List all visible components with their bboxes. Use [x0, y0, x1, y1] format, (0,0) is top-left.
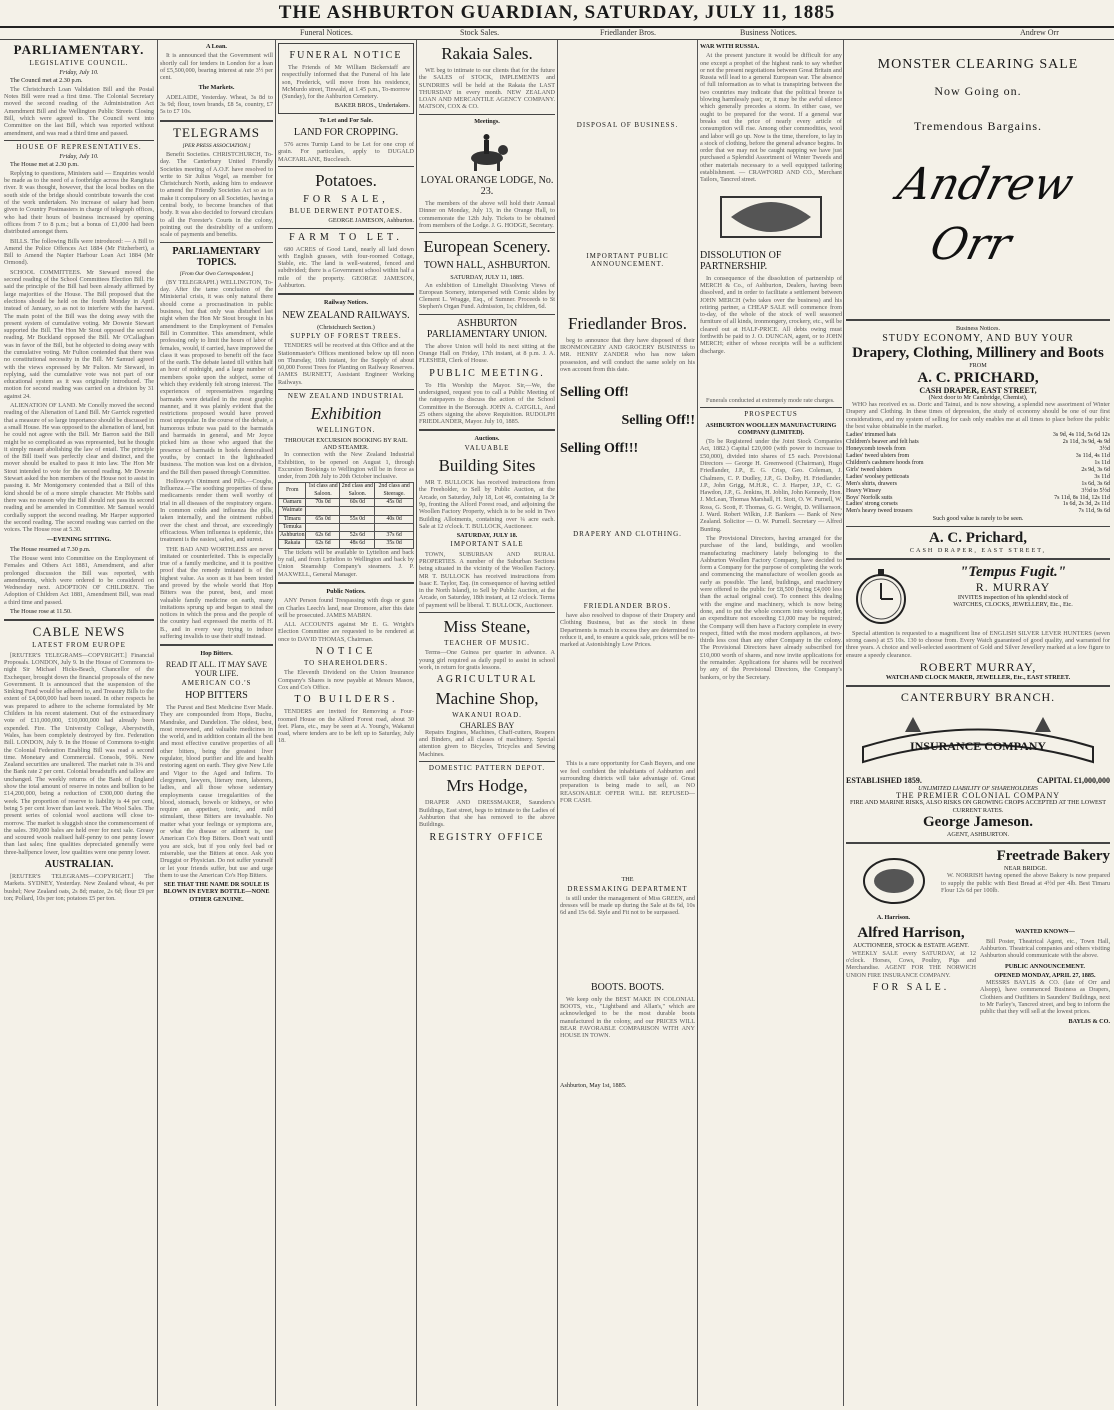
watches-line: WATCHES, CLOCKS, JEWELLERY, Etc., Etc. — [953, 601, 1073, 609]
public-meeting-body: To His Worship the Mayor. Sir,—We, the undersigned, request you to call a Public Meeting of the ratepayers to discuss the action of the School Committee in the Borough. JOHN A. CATGILL, And 25 others signing the above Requisition. RUDOLPH FRIEDLANDER, Mayor. July 10, 1885. — [419, 381, 555, 426]
topics-heading: PARLIAMENTARY TOPICS. — [172, 245, 261, 268]
hodge-heading: Mrs Hodge, — [446, 776, 528, 796]
capital: CAPITAL £1,000,000 — [1037, 776, 1110, 786]
fares-cell: 35s 0d — [375, 540, 414, 548]
column-business — [700, 40, 842, 1406]
price-item — [846, 501, 1110, 508]
topics-body-2: Holloway's Ointment and Pills.—Coughs, Influenza.—The soothing properties of these medicaments render them well worthy of trial in all diseases of the respiratory organs. In common colds and influenza the pills, taken internally, and the ointment rubbed over the chest and throat, are exceedingly efficacious. When influenza is epidemic, this treatment is the easiest, safest, and surest. — [160, 477, 273, 544]
column-heads — [0, 27, 1114, 40]
price-item-value: 3½d to 5½d — [1081, 487, 1110, 494]
masthead — [0, 0, 1114, 28]
drapery-heading: DRAPERY AND CLOTHING. — [573, 530, 682, 539]
house-body: Replying to questions, Ministers said — Enquiries would be made as to the need of a footbridge across the Rangitata river. It was thought, however, that the local bodies on the south side of the bridge should contribute towards the cost of the work undertaken. No increase of salary had been given to Country Postmasters in charge of telegraph offices, who had their hours of business increased by opening offices from 7 to 8 p.m.; but a bonus of £1,000 had been distributed amongst them. — [4, 169, 154, 236]
public-notice-2: ALL ACCOUNTS against Mr E. G. Wright's Election Committee are requested to be rendered at once to DAVID THOMAS, Chairman. — [278, 621, 414, 643]
friedlander-bros: FRIEDLANDER BROS. — [583, 601, 672, 610]
scenery-body: An exhibition of Limelight Dissolving Views of European Scenery, interspersed with Comic slides by Clement L. Wragge, Esq., of Sumner. Proceeds to St Stephen's Organ Fund. Admission, 1s; children, 6d. — [419, 281, 555, 311]
woollen-heading: ASHBURTON WOOLLEN MANUFACTURING COMPANY (LIMITED). — [705, 421, 837, 436]
valuable-heading: VALUABLE — [464, 443, 510, 452]
price-item — [846, 481, 1110, 488]
funerals-note: Funerals conducted at extremely mode rate charges. — [706, 396, 835, 404]
public-notice-body: ANY Person found Trespassing with dogs or guns on Charles Leech's land, near Dromore, after this date will be prosecuted. JAMES MABRN. — [278, 597, 414, 619]
builders-body: TENDERS are invited for Removing a Four-roomed House on the Alford Forest road, about 30 feet. Plans, etc., may be seen at A. Young's, Wakanui road, where tenders are to be left up to Saturday, July 18. — [278, 708, 414, 745]
dressmaking-heading: DRESSMAKING DEPARTMENT — [567, 884, 688, 893]
council-body: The Christchurch Loan Validation Bill and the Postal Notes Bill were read a first time. The Colonial Secretary moved the second reading of the Administration Act Amendment Bill and the Wellington Public Streets Closing Bill, which were agreed to. The Council went into Committee on the last Bill, which was reported without amendment, and was read a third time and passed. — [4, 85, 154, 137]
cash-draper-2: CASH DRAPER, EAST STREET, — [909, 546, 1047, 554]
fares-table — [278, 482, 414, 548]
wanted-body: Bill Poster, Theatrical Agent, etc., Town Hall, Ashburton. Theatrical companies and others visiting Ashburton should communicate with the above. — [980, 937, 1110, 960]
loan-heading: A Loan. — [206, 43, 227, 50]
fares-row — [279, 507, 414, 515]
price-item-value: 3s 11d — [1094, 473, 1110, 480]
nz-railways-heading: NEW ZEALAND RAILWAYS. — [282, 309, 410, 321]
fares-cell: 70s 0d — [306, 498, 340, 506]
clearing-heading: MONSTER CLEARING SALE — [877, 57, 1079, 72]
fares-row — [279, 540, 414, 548]
forest-heading: SUPPLY OF FOREST TREES. — [290, 331, 402, 340]
house-committee: SCHOOL COMMITTEES. Mr Steward moved the second reading of the School Committees Election Bill. He said the principle of the Bill had been already affirmed by large majorities of the House. The Bill proposed that the elections should be held on the fourth Monday in April instead of January, so as not to interfere with the harvest. The main point of the Bill was the doing away with the present system of cumulative voting. Mr Downie Stewart supported the Bill. The Hon Mr Stout opposed the second reading. Mr Buckland opposed the Bill. Mr O'Callaghan was in favor of the Bill, but he objected to doing away with the cumulative voting. Mr Fulton contended that there was no constitutional necessity in the Bill. Mr Samuel agreed with the views expressed by Mr Fulton. Mr Steward, in replying, said the cumulative vote was not part of our educational system as it was originally introduced. The motion for second reading was carried on a division by 31 against 24. — [4, 268, 154, 400]
cropping-body: 576 acres Turnip Land to be Let for one crop of grain. For particulars, apply to DUGALD MACFARLANE, Buccleuch. — [278, 141, 414, 163]
robert-murray: ROBERT MURRAY, — [919, 660, 1037, 675]
important-announcement: IMPORTANT PUBLIC ANNOUNCEMENT. — [586, 252, 669, 268]
fares-row — [279, 523, 414, 531]
prichard-heading-2: A. C. Prichard, — [929, 529, 1027, 546]
domestic-heading: DOMESTIC PATTERN DEPOT. — [428, 764, 546, 773]
price-item — [846, 460, 1110, 467]
opened-line: OPENED MONDAY, APRIL 27, 1885. — [994, 971, 1096, 979]
evening-heading: —EVENING SITTING. — [47, 536, 111, 544]
murray-body: Special attention is requested to a magnificent line of ENGLISH SILVER LEVER HUNTERS (seven strong cases) at £5 10s. 130 to choose from. Every Watch guaranteed of good quality, and warranted for three years. A choice and well-selected assortment of Gold and Silver Jewellery marked at a low figure to ensure a speedy clearance. — [846, 629, 1110, 659]
fares-cell — [340, 523, 375, 531]
teacher-heading: TEACHER OF MUSIC. — [444, 639, 530, 648]
price-item-value: 1s 11d — [1094, 460, 1110, 466]
liability: UNLIMITED LIABILITY OF SHAREHOLDERS — [918, 784, 1038, 792]
excursion-body: In connection with the New Zealand Industrial Exhibition, to be opened on August 1, through Excursion Bookings to Wellington will be in force as under, from 20th July to 20th October inclusive. — [278, 451, 414, 481]
horse-rider-icon — [457, 128, 517, 172]
house-bills: BILLS. The following Bills were introduced: — A Bill to Amend the Police Offences Act 1884 (Mr Fitzherbert), a Bill to Amend the Napier Harbour Loan Act 1884 (Mr Ormond). — [4, 237, 154, 267]
farm-heading: FARM TO LET. — [289, 231, 403, 243]
column-notices — [278, 40, 414, 1406]
price-item-value: 3s 9d, 4s 11d, 5s 6d 12s — [1052, 432, 1110, 439]
council-heading: LEGISLATIVE COUNCIL. — [29, 59, 129, 67]
bakery-illustration — [846, 851, 941, 911]
fares-cell: 52s 6d — [340, 532, 375, 540]
railway-notices-heading: Railway Notices. — [324, 299, 368, 307]
canterbury-heading: CANTERBURY BRANCH. — [900, 690, 1056, 705]
fares-row — [279, 498, 414, 506]
bakery-heading: Freetrade Bakery — [996, 848, 1110, 865]
steane-heading: Miss Steane, — [443, 617, 531, 637]
loan-body: It is announced that the Government will shortly call for tenders in London for a loan of £5,500,000, bearing interest at rate 3½ per cent. — [160, 52, 273, 82]
house-date: Friday, July 10. — [59, 153, 99, 161]
auctions-heading: Auctions. — [474, 435, 500, 443]
meetings-heading: Meetings. — [474, 117, 500, 125]
ornament-illustration — [700, 187, 842, 247]
house-heading: HOUSE OF REPRESENTATIVES. — [16, 142, 142, 151]
from-label: FROM — [969, 362, 987, 370]
funeral-by: BAKER BROS., Undertakers. — [334, 102, 410, 110]
dressmaking-body: is still under the management of Miss GREEN, and dresses will be made up during the Sale at 8s 6d, 10s 6d and 15s 6d. Style and Fit not to be surpassed. — [560, 894, 695, 917]
potatoes-george: GEORGE JAMESON, Ashburton. — [328, 217, 414, 225]
excursion-heading: THROUGH EXCURSION BOOKING BY RAIL AND STEAMER. — [284, 436, 408, 451]
harrison-small: A. Harrison. — [876, 914, 911, 922]
clock-illustration — [846, 567, 916, 627]
baylis-sign: BAYLIS & CO. — [1068, 1017, 1110, 1025]
lodge-heading: LOYAL ORANGE LODGE, No. 23. — [420, 175, 554, 198]
australian-heading: AUSTRALIAN. — [44, 858, 114, 870]
price-item-value: 7s 11d, 9s 6d — [1078, 508, 1110, 515]
bakery-sub: NEAR BRIDGE. — [1004, 865, 1047, 873]
fares-body — [279, 498, 414, 548]
fares-cell: 37s 6d — [375, 532, 414, 540]
selling-off-1: Selling Off! — [560, 385, 629, 401]
column-friedlander — [560, 40, 695, 1406]
let-heading: To Let and For Sale. — [319, 116, 373, 124]
friedlander-heading: Friedlander Bros. — [568, 313, 687, 333]
col-head-orr: Andrew Orr — [1020, 28, 1059, 37]
price-item-label: Ladies' woolsey petticoats — [846, 473, 910, 480]
price-item-label: Children's beaver and felt hats — [846, 439, 919, 446]
town-hall: TOWN HALL, ASHBURTON. — [423, 260, 551, 272]
fares-cell — [306, 507, 340, 515]
selling-off-3: Selling Off!!! — [560, 441, 639, 457]
hop-brand: HOP BITTERS — [185, 689, 248, 701]
jameson-agent: AGENT, ASHBURTON. — [946, 830, 1010, 838]
announcement-heading: PUBLIC ANNOUNCEMENT. — [1005, 962, 1085, 970]
notice-heading: NOTICE — [315, 646, 377, 658]
council-text: The Council met at 2.30 p.m. — [10, 76, 83, 84]
column-sales — [419, 40, 555, 1406]
price-item — [846, 467, 1110, 474]
fares-cell: Waimate — [279, 507, 306, 515]
inspection-note: Such good value is rarely to be seen. — [932, 515, 1024, 523]
steane-body: Terms—One Guinea per quarter in advance. A young girl required as daily pupil to assist in school work, in return for gratis lessons. — [419, 649, 555, 671]
price-item-label: Ladies' strong corsets — [846, 501, 898, 508]
price-item — [846, 508, 1110, 515]
column-andrew-orr — [846, 40, 1110, 1406]
price-item-label: Men's shirts, drawers — [846, 480, 897, 487]
fares-cell: Ashburton — [280, 532, 305, 539]
col-head-business: Business Notices. — [740, 28, 797, 37]
council-date: Friday, July 10. — [59, 69, 99, 77]
dissolution-heading: DISSOLUTION OF PARTNERSHIP. — [700, 249, 782, 272]
union-body: The above Union will hold its next sitting at the Orange Hall on Friday, 17th instant, at 8 p.m. J. A. FLESHER, Clerk of House. — [419, 342, 555, 365]
fares-head-first: 1st class and Saloon. — [306, 483, 340, 499]
blue-potatoes: BLUE DERWENT POTATOES. — [289, 206, 403, 215]
bakery-body: W. NORRISH having opened the above Bakery is now prepared to supply the public with Best Bread at 4½d per 4lb. Best Timaru Flour 12s 6d per 100lb. — [941, 872, 1110, 894]
premier-heading: THE PREMIER COLONIAL COMPANY — [895, 790, 1061, 800]
price-item — [846, 488, 1110, 495]
fares-head-from: From — [279, 483, 306, 499]
topics-sub: [From Our Own Correspondent.] — [179, 270, 254, 277]
cable-body: [REUTER'S TELEGRAMS—COPYRIGHT.] Financial Proposals. LONDON, July 9. In the House of Commons to-night Sir Michael Hicks-Beach, Chancellor of the Exchequer, brought down the financial proposals of the new Government. It is announced that the suspension of the Sinking Fund would be adhered to, and Treasury Bills to the extent of £4,000,000 had been issued. In other respects he was prepared to adhere to the scheme formulated by Mr Childers in his recent statement. Out of the extraordinary vote of £11,000,000, £10,000,000 had already been expended. Fire. The University College, Aberystwith, Wales, has been completely destroyed by fire. Federation Bill. LONDON, July 9. In the House of Commons to-night the Colonial Federation Enabling Bill was read a second time. Monetary and Commercial. Consols, 99¾. New Zealand securities are unaltered. The market rate is 3¼ and the Bank rate 2 per cent. Colonial breadstuffs and tallow are unchanged. The weekly returns of the Bank of England show the total amount of reserve in notes and bullion to be £14,200,000, being a reduction of £300,000 during the week. The proportion of reserve to liability is 44 per cent, being 5 per cent lower than last week. The Wool Sales. The present series of colonial wool auctions will close to-morrow. The market is sluggish since the commencement of the sales. 390,000 bales are held over for next sale. Greasy and scoured wools realised half-penny to one penny lower than last sales; fine qualities depreciated generally were three-halfpence lower, low qualities were one penny lower. — [4, 651, 154, 856]
fares-head-second: 2nd class and Saloon. — [341, 483, 373, 497]
fares-cell: 65s 0d — [306, 515, 340, 523]
fares-header-row — [279, 483, 414, 499]
boots-heading: BOOTS. BOOTS. — [590, 981, 665, 993]
telegrams-heading: TELEGRAMS — [173, 124, 260, 140]
cable-news-sub: LATEST FROM EUROPE — [32, 641, 126, 650]
fares-cell — [306, 523, 340, 531]
col-head-friedlander: Friedlander Bros. — [600, 28, 656, 37]
topics-body-3: THE BAD AND WORTHLESS are never imitated or counterfeited. This is especially true of a family medicine, and it is positive proof that the remedy imitated is of the highest value. As soon as it has been tested and proved by the whole world that Hop Bitters was the purest, best, and most valuable family medicine on earth, many imitations sprung up and began to steal the notices in which the press and the people of the country had expressed the merits of H. B., and in every way trying to induce suffering invalids to use their stuff instead. — [160, 545, 273, 641]
war-heading: WAR WITH RUSSIA. — [700, 43, 760, 50]
study-heading: STUDY ECONOMY, AND BUY YOUR — [882, 333, 1074, 345]
price-item-label: Boys' Norfolk suits — [846, 494, 893, 501]
fares-cell: Oamaru — [279, 498, 306, 506]
the-label: THE — [621, 876, 634, 884]
price-item-label: Children's cashmere hoods from — [846, 460, 924, 466]
price-item-label: Heavy Winsey — [846, 487, 882, 494]
tempus-heading: "Tempus Fugit." — [959, 563, 1067, 580]
fares-cell: 62s 6d — [306, 540, 340, 548]
fares-cell: 40s 0d — [375, 515, 414, 523]
railways-sub: (Christchurch Section.) — [317, 323, 375, 331]
col-head-funeral: Funeral Notices. — [300, 28, 353, 37]
potatoes-heading: Potatoes. — [315, 170, 377, 190]
markets-heading: The Markets. — [198, 84, 235, 92]
price-item-label: Honeycomb towels from — [846, 446, 906, 453]
machine-heading: Machine Shop, — [435, 689, 539, 709]
exhibition-pre: NEW ZEALAND INDUSTRIAL — [287, 392, 405, 401]
cropping-heading: LAND FOR CROPPING. — [293, 127, 399, 139]
col-head-stock: Stock Sales. — [460, 28, 500, 37]
friedlander-body: beg to announce that they have disposed of their IRONMONGERY AND GROCERY BUSINESS to MR. HENRY ZANDER who has now taken possession, and will conduct the same solely on his own account from this date. — [560, 336, 695, 374]
important-body: TOWN, SUBURBAN AND RURAL PROPERTIES. A number of the Suburban Sections being situated in the vicinity of the Woollen Factory. MR T. BULLOCK has received instructions from Isaac E. Taylor, Esq. (in consequence of having settled in the North Island), to Sell by Public Auction, at the Arcade, on Saturday, 18th instant, at 12 o'clock. Terms of payment will be liberal. T. BULLOCK, Auctioneer. — [419, 550, 555, 609]
sale-date: SATURDAY, JULY 18. — [456, 532, 518, 540]
fares-row — [279, 532, 414, 540]
builders-heading: TO BUILDERS. — [294, 694, 398, 706]
fares-cell: 62s 6d — [306, 532, 340, 540]
andrew-orr-signature: Andrew Orr — [892, 159, 1079, 270]
disposal-heading: DISPOSAL OF BUSINESS. — [576, 121, 679, 129]
fares-cell: Timaru — [279, 515, 306, 523]
lodge-body: The members of the above will hold their Annual Dinner on Monday, July 13, in the Orange Hall, to commemorate the 12th July. Tickets to be obtained from members of the Lodge. J. G. HODGE, Secretary. — [419, 200, 555, 229]
watchmaker: WATCH AND CLOCK MAKER, JEWELLER, Etc., EAST STREET. — [885, 674, 1071, 682]
telegrams-sub: [PER PRESS ASSOCIATION.] — [182, 142, 251, 149]
fares-head-steerage: 2nd class and Steerage. — [375, 483, 414, 499]
australian-body: [REUTER'S TELEGRAMS—COPYRIGHT.] The Markets. SYDNEY, Yesterday. New Zealand wheat, 4s per bushel; New Zealand oats, 2s 8d; maize, 2s 6d; flour £9 per ton; Pollard, 10s per ton; potatoes £5 per ton. — [4, 872, 154, 902]
prichard-body: WHO has received ex ss. Doric and Tainui, and is now showing, a splendid new assortment of Winter Drapery and Clothing. In these times of depression, the study of economy should be one of our first considerations, and my system of selling for cash only enables me at all times to place before the public the best value obtainable in the market. — [846, 401, 1110, 431]
jameson-heading: George Jameson. — [923, 813, 1033, 830]
house-text: The House met at 2.30 p.m. — [10, 160, 79, 168]
war-body: At the present juncture it would be difficult for any one except a prophet of the highest rank to say whether or not the present negotiations between Great Britain and Russia will lead to a general European war. The absence of full information as to what is transpiring between the two countries may indicate that the political breeze is blowing harmlessly past; or, it may be the awful silence which generally precedes a storm. In either case, we ought to be prepared for the worst. If a general war breaks out the price of nearly every article of consumption will rise. Among other commodities, wool and labor will go up. Now is the time, therefore, to lay in a stock of clothing, before the general advance begins. In order that we may not be caught napping we have just purchased a Splendid Assortment of Winter Tweeds and other materials necessary to a well equipped tailoring establishment. — CRAWFORD AND CO., Merchant Tailors, Tancred street. — [700, 52, 842, 184]
exhibition-heading: Exhibition — [310, 404, 382, 424]
fares-row — [279, 515, 414, 523]
registry-heading: REGISTRY OFFICE — [429, 831, 545, 843]
bargains: Tremendous Bargains. — [914, 119, 1042, 133]
fire-risks: FIRE AND MARINE RISKS, ALSO RISKS ON GROWING CROPS ACCEPTED AT THE LOWEST CURRENT RATES. — [849, 799, 1107, 814]
selling-off-2: Selling Off!! — [621, 413, 695, 429]
price-item-value: 3½d — [1099, 446, 1110, 453]
hop-body: The Purest and Best Medicine Ever Made. They are compounded from Hops, Buchu, Mandrake, and Dandelion. The oldest, best, most renowned, and valuable medicines in the world, and in addition contain all the best and most effective curative properties of all other bitters, being the greatest liver regulator, blood purifier and life and health restoring agent on earth. They give New Life and Vigor to the Aged and Infirm. To clergymen, lawyers, literary men, laborers, ladies, and all those whose sedentary employments cause irregularities of the blood, stomach, bowels or kidneys, or who require an appetiser, tonic, and mild stimulant, these Bitters are invaluable. No matter what your feelings or symptoms are, or what the disease or ailment is, use American Co's Hop Bitters. Don't wait until you are sick, but if you only feel bad or miserable, use the Bitters at once. Ask you Druggist or Physician. Do not suffer yourself or let your friends suffer, but use and urge them to use the American Co's Hop Bitters. — [160, 703, 273, 879]
wanted-heading: WANTED KNOWN— — [1015, 928, 1075, 936]
friedlander-drapery: have also resolved to dispose of their Drapery and Clothing Business, but as the stock in these Departments is much in excess they are determined to reduce it, and, to ensure a quick sale, prices will be re-marked at Astonishingly Low Prices. — [560, 611, 695, 649]
hall-date: SATURDAY, JULY 11, 1885. — [450, 274, 524, 282]
ornament-icon — [711, 187, 831, 247]
insurance-heading: INSURANCE COMPANY — [909, 739, 1047, 754]
dissolution-body: In consequence of the dissolution of partnership of MERCH & Co., of Ashburton, Dealers, having been dissolved, and in order to facilitate a settlement between JOHN MERCH (who takes over the business) and his retiring partner, a CHEAP SALE will commence from to-day, of the whole of the stock of well seasoned furniture of all kinds, ironmongery, crockery, etc., will be cleared out at HALF-PRICE. All debts owing must forthwith be paid to J. O. DUNCAN, agent, or to JOHN MERCH; either of whose receipts will be a sufficient discharge. — [700, 274, 842, 355]
bread-icon — [854, 851, 934, 911]
forest-body: TENDERS will be received at this Office and at the Stationmaster's Offices mentioned below up till noon on Thursday, 16th instant, for the Supply of about 60,000 Forest Trees for Planting on Railway Reserves. JAMES BURNETT, Assistant Engineer Working Railways. — [278, 342, 414, 386]
clock-icon — [853, 567, 909, 627]
price-item-label: Ladies' trimmed hats — [846, 432, 897, 439]
parliamentary-heading: PARLIAMENTARY. — [13, 42, 145, 57]
agricultural-heading: AGRICULTURAL — [436, 674, 538, 686]
price-list — [846, 432, 1110, 515]
dated: Ashburton, May 1st, 1885. — [560, 1081, 627, 1089]
topics-body: (BY TELEGRAPH.) WELLINGTON, To-day. After the tame conclusion of the Ministerial crisis, it was only natural there should come a procrastination in public business, but that only was disturbed last night when the Hon Mr Stout brought in his amendment to the Employment of Females Bill in Committee. This amendment, while professing only to limit the hours of labor of females, would, if carried, have improved the class it was proposed to benefit off the face of the earth. The debate lasted till within half an hour of midnight, and a large number of members spoke upon the subject, some of which they evidently felt strong interest. The experiences of representatives regarding barmaids were detailed in the most graphic manner, and it was plainly evident that the restrictions proposed would have proved most unpopular. In the course of the debate, a humorous tribute was paid to the barmaids and barmaids in general, and Mr Joyce picked him as those who argued that the presence of barmaids in hotels demoralised youths, by contact in the lightheaded business. The motion was lost on a division, and the Bill then passed through Committee. — [160, 278, 273, 476]
business-notices-heading: Business Notices. — [956, 325, 1000, 332]
price-item — [846, 453, 1110, 460]
price-item-label: Men's heavy tweed trousers — [846, 508, 913, 515]
price-item-value: 3s 11d, 4s 11d — [1075, 453, 1110, 460]
murray-heading: R. MURRAY — [975, 579, 1051, 594]
cable-news-heading: CABLE NEWS — [32, 624, 126, 640]
farm-body: 680 ACRES of Good Land, nearly all laid down with English grasses, with four-roomed Cottage, Stable, etc. The land is well-watered, fenced and subdivided; there is a Government school within half a mile of the property. GEORGE JAMESON, Ashburton. — [278, 245, 414, 290]
union-heading: ASHBURTON PARLIAMENTARY UNION. — [426, 317, 548, 340]
price-item-value: 1s 6d, 3s 6d — [1081, 480, 1110, 487]
fares-cell: Rakaia — [279, 540, 306, 548]
rakaia-body: WE beg to intimate to our clients that for the future the SALES of STOCK, IMPLEMENTS and SUNDRIES will be held at the Rakaia the LAST THURSDAY in every month. NEW ZEALAND LOAN AND MERCANTILE AGENCY COMPANY. MATSON, COX & CO. — [419, 67, 555, 111]
auctioneer-line: AUCTIONEER, STOCK & ESTATE AGENT. — [853, 942, 969, 950]
hop-maker: AMERICAN CO.'S — [181, 678, 252, 687]
price-item-value: 7s 11d, 8s 11d, 12s 11d — [1054, 494, 1110, 501]
cash-draper: CASH DRAPER, EAST STREET, — [919, 385, 1037, 395]
hop-note: SEE THAT THE NAME DR SOULE IS BLOWN IN EVERY BOTTLE—NONE OTHER GENUINE. — [163, 881, 270, 903]
hop-heading: Hop Bitters. — [200, 650, 233, 658]
going-on: Now Going on. — [934, 84, 1022, 98]
baylis-body: MESSRS BAYLIS & CO. (late of Orr and Alsopp), have commenced Business as Drapers, Clothiers and Outfitters in Saunders' Buildings, next to Mr Farley's, Tancred street, and beg to inform the public that they will sell at the lowest prices. — [980, 979, 1110, 1016]
price-item-value: 2s 11d, 3s 9d, 4s 9d — [1062, 439, 1110, 446]
public-meeting-heading: PUBLIC MEETING. — [429, 367, 545, 379]
drapery-heading-orr: Drapery, Clothing, Millinery and Boots — [852, 345, 1104, 362]
fares-cell — [375, 523, 414, 531]
public-notices-heading: Public Notices. — [326, 587, 366, 595]
price-item-value: 2s 9d, 3s 6d — [1081, 466, 1110, 473]
hodge-body: DRAPER AND DRESSMAKER, Saunders's Buildings, East street, begs to intimate to the Ladies of Ashburton that she has removed to the above Buildings. — [419, 799, 555, 829]
column-telegrams — [160, 40, 273, 1406]
exhibition-wellington: WELLINGTON. — [316, 426, 376, 435]
fares-note: The tickets will be available to Lyttelton and back by rail, and from Lyttelton to Wellington and back by Union Steamship Company's steamers. J. P. MAXWELL, General Manager. — [278, 548, 414, 578]
fares-cell: 55s 0d — [340, 515, 375, 523]
price-item-label: Girls' tweed ulsters — [846, 466, 893, 473]
prospectus-heading: PROSPECTUS — [744, 410, 798, 419]
house-rose: The House rose at 11.50. — [10, 608, 72, 616]
next-door: (Next door to Mr Cambridge, Chemist), — [928, 393, 1028, 401]
funeral-body: The Friends of Mr William Bickerstaff are respectfully informed that the Funeral of his late son, Frederick, will move from his residence, McMurdo street, Tinwald, at 1.45 p.m., To-morrow (Sunday), for the Ashburton Cemetery. — [282, 64, 410, 101]
woollen-body-2: The Provisional Directors, having arranged for the purchase of the land, buildings, and woollen manufacturing machinery lately belonging to the Ashburton Woollen Factory Company, have decided to form a Company for the purpose of completing the work and commencing the manufacture of woollen goods as early as possible. The land, buildings, and machinery were offered to the public for £8,500 (being £4,000 less than the actual original cost). To connect this dealing with the engine and machinery, which is now being done, and to put the whole concern into working order, an expenditure not exceeding £1,000 may be required; the Company will then have a Factory complete in every respect, fitted with the most modern appliances, at two-thirds less cost than any other Company in the colony. The Provisional Directors have already subscribed for £10,000 worth of shares, and now invite applications for the remainder. Applications for shares will be received by any of the Provisional Directors, the Company's bankers, or by the Secretary. — [700, 534, 842, 681]
fares-cell: 45s 0d — [375, 498, 414, 506]
funeral-heading: FUNERAL NOTICE — [289, 50, 403, 61]
markets-body: ADELAIDE, Yesterday. Wheat, 3s 8d to 3s 9d; flour, town brands, £8 5s, country, £7 5s to £7 10s. — [160, 93, 273, 116]
sites-heading: Building Sites — [438, 456, 536, 476]
telegrams-body: Benefit Societies. CHRISTCHURCH, To-day. The Canterbury United Friendly Societies meeting of A.O.F. have resolved to write to Sir Julius Vogel, as member for Christchurch North, asking him to endeavor to amend the Friendly Societies Act so as to make it compulsory on all Societies, having a central body, to become branches of that body. It was also decided to forward circulars to all the Forester's Courts in the colony, pointing out the desirability of a uniform scale of payments and benefits. — [160, 150, 273, 239]
newspaper-title: THE ASHBURTON GUARDIAN, SATURDAY, JULY 11, 1885 — [278, 2, 836, 23]
house-alienation: ALIENATION OF LAND. Mr Conolly moved the second reading of the Alienation of Land Bill. Mr Garrick regretted that a measure of so large importance should be discussed in a small House. He was opposed to the alienation of land, but he could not agree with the Bill. Mr Barron said the Bill might be so complicated as was represented, but he thought it simply meant abolishing the law of entail. The principle of the Bill itself was perfectly clear and distinct, and the mover should be exalted to pass it into law. The Hon Mr Stout intended to vote for the second reading. Mr Downie Stewart asked the hon members of the House not to assist in passing it. Mr Montgomery contended that a Bill of this kind should be of a more simple character. Mr Hobbs said there was no reason why the Bill should not pass its second reading and be amended in Committee. Mr Samuel would cordially support the second reading. Mr Harper supported the second reading. The second reading was carried on the voices. The House rose at 5.30. — [4, 402, 154, 534]
potatoes-forsale: FOR SALE, — [303, 193, 389, 205]
machine-body: Repairs Engines, Machines, Chaff-cutters, Reapers and Binders, and all classes of machinery. Special attention given to Bicycles, Tricycles and Sewing Machines. — [419, 728, 555, 758]
fares-cell: 48s 6d — [340, 540, 375, 548]
charles-bay: CHARLES BAY — [459, 720, 515, 730]
murray-invites: INVITES inspection of his splendid stock of — [957, 593, 1069, 601]
woollen-body: (To be Registered under the Joint Stock Companies Act, 1882.) Capital £20,000 (with power to increase to £50,000), divided into shares of £5 each. Provisional Directors — George H. Greenwood (Chairman), Hugo Friedlander, J.P., E. G. Crisp, Geo. Coleman, J. Chalmers, C. P. Dudley, J.P., G. Dolby, H. Friedlander, J.P., John Grigg, M.H.R., C. J. Harper, J.P., C. G. Hawdon, J.P., G. Jenkins, H. Joblin, John Kennedy, Hon. J. McLean, Thomas Marshall, H. Stott, O. W. Purnell, W. Ross, G. Scott, F. Thomas, G. G. Wright, D. Williamson, J. Ward. Robert Wilkin, J.P. Bankers — Bank of New Zealand. Solicitor — O. W. Purnell. Secretary — Alfred Bunting. — [700, 438, 842, 533]
wakanui-road: WAKANUI ROAD. — [452, 711, 522, 720]
column-parliamentary — [4, 40, 154, 1406]
rakaia-heading: Rakaia Sales. — [441, 44, 533, 63]
hop-read: READ IT ALL. IT MAY SAVE YOUR LIFE. — [165, 659, 268, 678]
shareholders-body: The Eleventh Dividend on the Union Insurance Company's Shares is now payable at Messrs Mason, Cox and Co's Office. — [278, 669, 414, 691]
lodge-emblem — [419, 128, 555, 172]
sale-heading: FOR SALE. — [872, 981, 950, 993]
sites-body: MR T. BULLOCK has received instructions from the Freeholder, to Sell by Public Auction, at the Arcade, on Saturday, July 18, Lot 46, containing 1a 3r 9p, fronting the Alford Forest road, and adjoining the Woollen Factory Property, which is to be sold in Two Building Allotments, containing over ¼ acre each. Sale at 12 o'clock. T. BULLOCK, Auctioneer. — [419, 479, 555, 530]
fares-cell: Temuka — [279, 523, 306, 531]
important-sale: IMPORTANT SALE — [450, 540, 524, 549]
boots-body: We keep only the BEST MAKE IN COLONIAL BOOTS, viz., "Lightband and Allan's," which are acknowledged to be the most durable boots manufactured in the colony, and our PRICES WILL BEAR FAVORABLE COMPARISON WITH ANY HOUSE IN TOWN. — [560, 995, 695, 1040]
fares-cell: 60s 0d — [340, 498, 375, 506]
established: ESTABLISHED 1859. — [846, 776, 922, 786]
fares-cell — [340, 507, 375, 515]
shareholders-heading: TO SHAREHOLDERS. — [304, 659, 388, 668]
evening-body: The House went into Committee on the Employment of Females and Others Act 1881, Amendment, and after prolonged discussion the Bill was reported, with amendments, which were ordered to be considered on Wednesday next. ADOPTION OF CHILDREN. The Adoption of Children Act 1881, Amendment Bill, was read a third time and passed. — [4, 555, 154, 606]
price-item-label: Ladies' tweed ulsters from — [846, 453, 910, 460]
price-item — [846, 495, 1110, 502]
friedlander-opportunity: This is a rare opportunity for Cash Buyers, and one we feel confident the inhabitants of Ashburton and surrounding districts will take advantage of. Great preparation is being made to sell, as NO REASONABLE OFFER WILL BE REFUSED—FOR CASH. — [560, 760, 695, 804]
evening-text: The House resumed at 7.30 p.m. — [10, 545, 91, 553]
harrison-body: WEEKLY SALE every SATURDAY, at 12 o'clock. Horses, Cows, Poultry, Pigs and Merchandise. AGENT FOR THE NORWICH UNION FIRE INSURANCE COMPANY. — [846, 949, 976, 979]
price-item-value: 1s 6d, 2s 3d, 2s 11d — [1062, 501, 1110, 508]
prichard-heading: A. C. PRICHARD, — [917, 369, 1039, 386]
price-item — [846, 474, 1110, 481]
scenery-heading: European Scenery. — [423, 237, 551, 257]
fares-cell — [375, 507, 414, 515]
harrison-heading: Alfred Harrison, — [857, 925, 965, 942]
